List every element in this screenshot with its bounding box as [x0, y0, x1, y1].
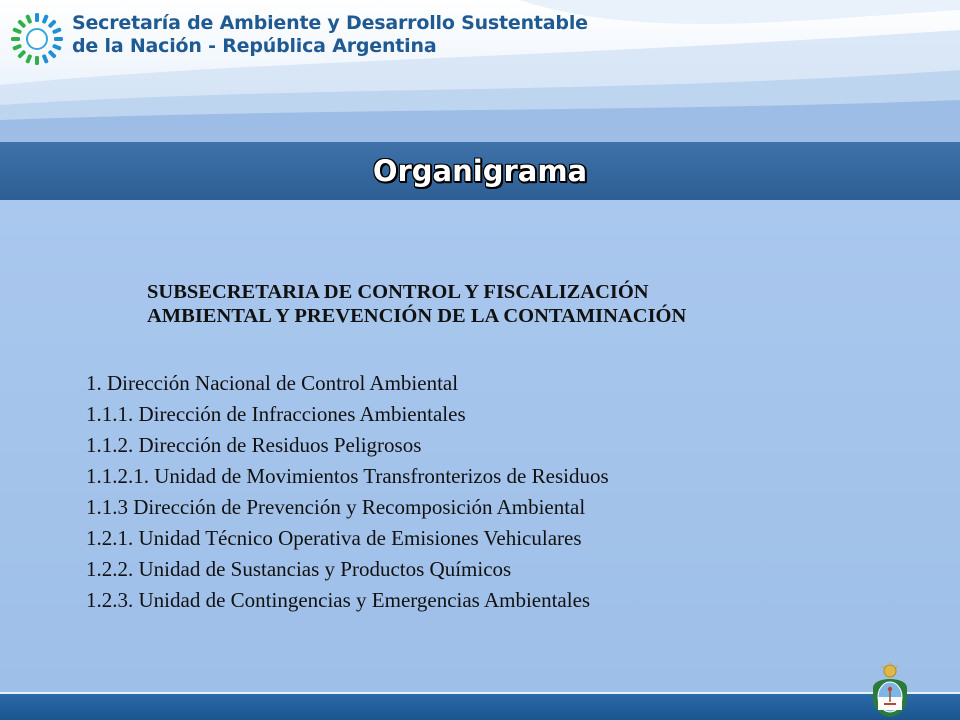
content-area — [0, 200, 960, 692]
organization-name-line2: de la Nación - República Argentina — [72, 35, 437, 57]
list-item: 1.1.3 Dirección de Prevención y Recomposición Ambiental — [86, 495, 586, 519]
page-title: Organigrama — [372, 154, 588, 188]
subsecretaria-heading-line1: SUBSECRETARIA DE CONTROL Y FISCALIZACIÓN — [147, 281, 649, 303]
sun-circle-logo-icon — [10, 12, 64, 66]
header-banner — [0, 0, 960, 142]
organization-name — [72, 12, 588, 58]
title-bar — [0, 142, 960, 200]
list-item: 1.2.2. Unidad de Sustancias y Productos Químicos — [86, 557, 512, 581]
list-item: 1. Dirección Nacional de Control Ambiental — [86, 371, 459, 395]
footer-bar — [0, 694, 960, 720]
list-item: 1.2.1. Unidad Técnico Operativa de Emisiones Vehiculares — [86, 526, 582, 550]
national-coat-of-arms-icon — [870, 662, 910, 718]
list-item: 1.1.1. Dirección de Infracciones Ambientales — [86, 402, 466, 426]
list-item: 1.1.2.1. Unidad de Movimientos Transfronterizos de Residuos — [86, 464, 609, 488]
list-item: 1.2.3. Unidad de Contingencias y Emergencias Ambientales — [86, 588, 591, 612]
list-item: 1.1.2. Dirección de Residuos Peligrosos — [86, 433, 422, 457]
subsecretaria-heading — [147, 280, 867, 328]
subsecretaria-heading-line2: AMBIENTAL Y PREVENCIÓN DE LA CONTAMINACIÓN — [147, 305, 687, 327]
org-unit-list — [86, 368, 609, 616]
organization-name-line1: Secretaría de Ambiente y Desarrollo Sustentable — [72, 12, 588, 34]
